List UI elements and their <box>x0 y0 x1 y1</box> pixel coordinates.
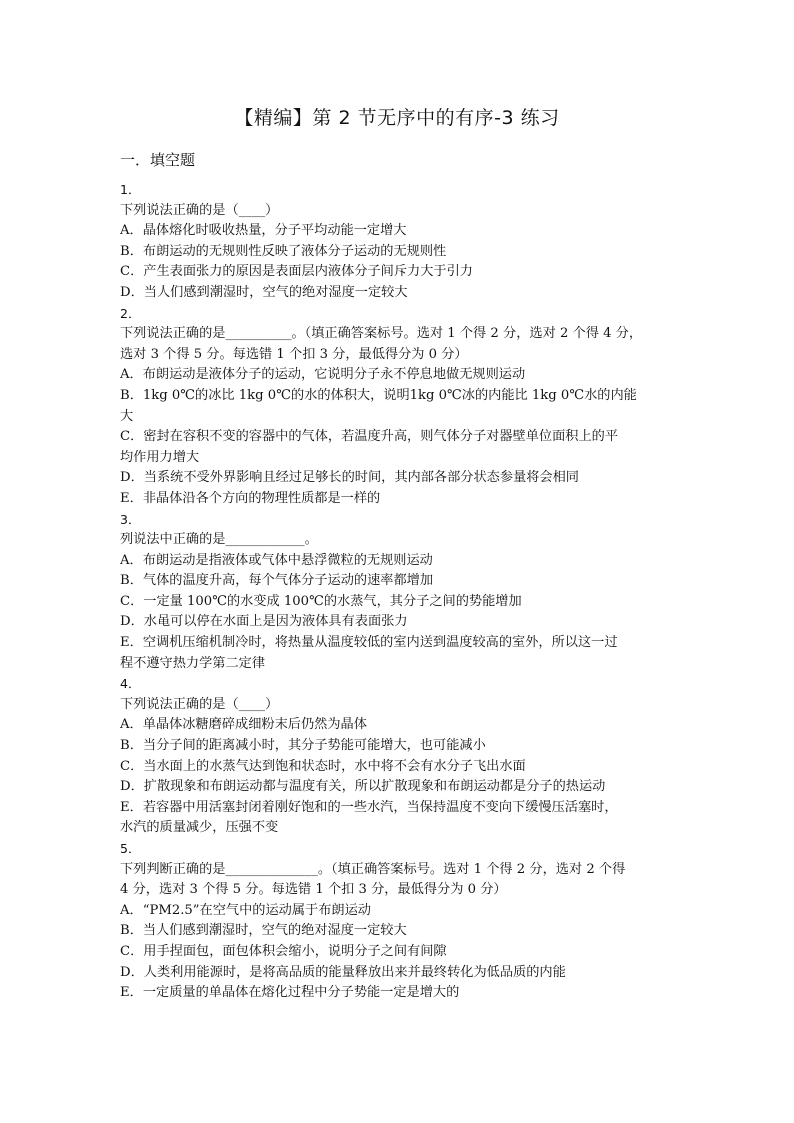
document-title: 【精编】第 2 节无序中的有序-3 练习 <box>234 107 560 129</box>
answer-option: A．单晶体冰糖磨碎成细粉末后仍然为晶体 <box>120 717 367 733</box>
answer-option: E．非晶体沿各个方向的物理性质都是一样的 <box>120 490 381 506</box>
questions-body <box>120 180 690 1004</box>
question-number: 5． <box>120 841 141 856</box>
answer-option: B．当分子间的距离减小时，其分子势能可能增大，也可能减小 <box>120 738 486 754</box>
answer-blank: __________ <box>225 326 292 342</box>
question-number: 2． <box>120 305 141 321</box>
answer-option: C．密封在容积不变的容器中的气体，若温度升高，则气体分子对器壁单位面积上的平 <box>120 429 619 445</box>
answer-option: A．布朗运动是液体分子的运动，它说明分子永不停息地做无规则运动 <box>120 367 526 383</box>
question-stem: 下列说法正确的是（____） <box>120 696 279 712</box>
answer-option: D．水黾可以停在水面上是因为液体具有表面张力 <box>120 614 408 630</box>
question-stem: 下列说法正确的是__________。（填正确答案标号。选对 1 个得 2 分，选对 2 个得 4 分， <box>120 326 643 342</box>
section-heading: 一．填空题 <box>120 151 196 169</box>
answer-option: C．一定量 100℃的水变成 100℃的水蒸气，其分子之间的势能增加 <box>120 593 522 609</box>
question-stem: 下列判断正确的是______________。（填正确答案标号。选对 1 个得 2 分，选对 2 个得 <box>120 861 626 877</box>
answer-option: D．扩散现象和布朗运动都与温度有关，所以扩散现象和布朗运动都是分子的热运动 <box>120 779 606 795</box>
question-stem: 4 分，选对 3 个得 5 分。每选错 1 个扣 3 分，最低得分为 0 分） <box>120 882 507 898</box>
answer-option: D．当系统不受外界影响且经过足够长的时间，其内部各部分状态参量将会相同 <box>120 470 579 486</box>
answer-blank: ______________ <box>225 861 318 877</box>
question-stem: 下列说法正确的是（____） <box>120 202 279 218</box>
answer-option: B．1kg 0℃的冰比 1kg 0℃的水的体积大，说明1kg 0℃冰的内能比 1kg 0℃水的内能 <box>120 387 637 403</box>
question-stem: 列说法中正确的是____________。 <box>120 532 318 548</box>
question-number: 4． <box>120 676 141 692</box>
answer-option: B．布朗运动的无规则性反映了液体分子运动的无规则性 <box>120 243 447 259</box>
answer-blank: ____ <box>238 202 266 218</box>
answer-option: E．空调机压缩机制冷时，将热量从温度较低的室内送到温度较高的室外，所以这一过 <box>120 635 618 651</box>
answer-option: A．晶体熔化时吸收热量，分子平均动能一定增大 <box>120 223 407 239</box>
answer-option: C．当水面上的水蒸气达到饱和状态时，水中将不会有水分子飞出水面 <box>120 758 526 774</box>
answer-option: A．布朗运动是指液体或气体中悬浮微粒的无规则运动 <box>120 552 433 568</box>
answer-option: E．若容器中用活塞封闭着刚好饱和的一些水汽，当保持温度不变向下缓慢压活塞时， <box>120 799 618 815</box>
question-number: 3． <box>120 511 141 527</box>
answer-option: 水汽的质量减少，压强不变 <box>120 820 279 836</box>
answer-option: C．产生表面张力的原因是表面层内液体分子间斥力大于引力 <box>120 264 473 280</box>
answer-option: 均作用力增大 <box>120 449 200 465</box>
answer-option: D．人类利用能源时，是将高品质的能量释放出来并最终转化为低品质的内能 <box>120 964 566 980</box>
answer-blank: ____ <box>238 696 266 712</box>
question-number: 1． <box>120 182 141 197</box>
answer-blank: ____________ <box>225 532 305 548</box>
answer-option: B．气体的温度升高，每个气体分子运动的速率都增加 <box>120 573 434 589</box>
answer-option: C．用手捏面包，面包体积会缩小，说明分子之间有间隙 <box>120 943 447 959</box>
answer-option: E．一定质量的单晶体在熔化过程中分子势能一定是增大的 <box>120 985 460 1001</box>
answer-option: 程不遵守热力学第二定律 <box>120 655 266 671</box>
answer-option: B．当人们感到潮湿时，空气的绝对湿度一定较大 <box>120 923 407 939</box>
answer-option: 大 <box>120 408 134 424</box>
answer-option: D．当人们感到潮湿时，空气的绝对湿度一定较大 <box>120 284 408 300</box>
question-stem: 选对 3 个得 5 分。每选错 1 个扣 3 分，最低得分为 0 分） <box>120 346 468 362</box>
answer-option: A．“PM2.5”在空气中的运动属于布朗运动 <box>120 902 371 918</box>
